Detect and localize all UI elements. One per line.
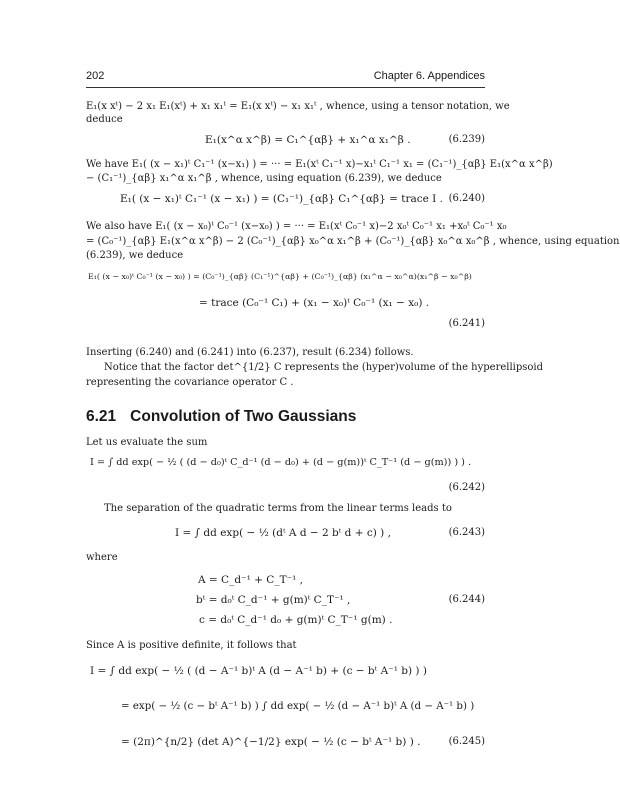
equation-6-245-b: = exp( − ½ (c − bᵗ A⁻¹ b) ) ∫ dd exp( − ½ (d − A⁻¹ b)ᵗ A (d − A⁻¹ b) ) bbox=[121, 700, 475, 712]
page-number: 202 bbox=[86, 70, 105, 82]
equation-6-244-c: c = d₀ᵗ C_d⁻¹ d₀ + g(m)ᵗ C_T⁻¹ g(m) . bbox=[199, 614, 393, 626]
equation-6-240: E₁( (x − x₁)ᵗ C₁⁻¹ (x − x₁) ) = (C₁⁻¹)_{αβ} C₁^{αβ} = trace I . bbox=[120, 193, 443, 205]
section-number: 6.21 bbox=[86, 408, 117, 425]
text-line: − (C₁⁻¹)_{αβ} x₁^α x₁^β , whence, using equation (6.239), we deduce bbox=[86, 173, 442, 184]
chapter-title: Chapter 6. Appendices bbox=[373, 70, 485, 82]
section-heading bbox=[86, 408, 370, 426]
text-line: E₁(x xᵗ) − 2 x₁ E₁(xᵗ) + x₁ x₁ᵗ = E₁(x xᵗ) − x₁ x₁ᵗ , whence, using a tensor notation, we bbox=[86, 101, 510, 112]
equation-number: (6.242) bbox=[448, 482, 485, 493]
equation-number: (6.240) bbox=[448, 193, 485, 204]
equation-number: (6.239) bbox=[448, 134, 485, 145]
equation-number: (6.245) bbox=[448, 736, 485, 747]
equation-6-244-a: A = C_d⁻¹ + C_T⁻¹ , bbox=[198, 574, 303, 586]
equation-6-241-line2: = trace (C₀⁻¹ C₁) + (x₁ − x₀)ᵗ C₀⁻¹ (x₁ − x₀) . bbox=[199, 297, 430, 309]
equation-6-245-a: I = ∫ dd exp( − ½ ( (d − A⁻¹ b)ᵗ A (d − A⁻¹ b) + (c − bᵗ A⁻¹ b) ) ) bbox=[90, 665, 427, 677]
running-header bbox=[86, 70, 485, 86]
equation-6-239: E₁(x^α x^β) = C₁^{αβ} + x₁^α x₁^β . bbox=[205, 134, 411, 146]
text-line: Let us evaluate the sum bbox=[86, 437, 208, 448]
equation-number: (6.244) bbox=[448, 594, 485, 605]
text-line: We also have E₁( (x − x₀)ᵗ C₀⁻¹ (x−x₀) ) = ··· = E₁(xᵗ C₀⁻¹ x)−2 x₀ᵗ C₀⁻¹ x₁ +x₀ᵗ C₀⁻¹ x₀ bbox=[86, 221, 507, 232]
equation-6-242: I = ∫ dd exp( − ½ ( (d − d₀)ᵗ C_d⁻¹ (d − d₀) + (d − g(m))ᵗ C_T⁻¹ (d − g(m)) ) ) . bbox=[90, 457, 472, 468]
equation-number: (6.243) bbox=[448, 527, 485, 538]
equation-6-244-b: bᵗ = d₀ᵗ C_d⁻¹ + g(m)ᵗ C_T⁻¹ , bbox=[196, 594, 351, 606]
text-line: (6.239), we deduce bbox=[86, 250, 184, 261]
section-title: Convolution of Two Gaussians bbox=[130, 408, 357, 425]
equation-number: (6.241) bbox=[448, 318, 485, 329]
text-line: deduce bbox=[86, 114, 123, 125]
equation-6-241: E₁( (x − x₀)ᵗ C₀⁻¹ (x − x₀) ) = (C₀⁻¹)_{αβ} (C₁⁻¹)^{αβ} + (C₀⁻¹)_{αβ} (x₁^α − x₀^α)(x₁^β − x₀^β) bbox=[88, 272, 472, 281]
text-line: representing the covariance operator C . bbox=[86, 377, 294, 388]
equation-6-243: I = ∫ dd exp( − ½ (dᵗ A d − 2 bᵗ d + c) ) , bbox=[175, 527, 391, 539]
text-line: The separation of the quadratic terms from the linear terms leads to bbox=[104, 503, 452, 514]
header-rule bbox=[86, 87, 485, 88]
text-line: = (C₀⁻¹)_{αβ} E₁(x^α x^β) − 2 (C₀⁻¹)_{αβ} x₀^α x₁^β + (C₀⁻¹)_{αβ} x₀^α x₀^β , whence, using equation bbox=[86, 236, 620, 247]
equation-6-245-c: = (2π)^{n/2} (det A)^{−1/2} exp( − ½ (c − bᵗ A⁻¹ b) ) . bbox=[121, 736, 421, 748]
text-line: Inserting (6.240) and (6.241) into (6.237), result (6.234) follows. bbox=[86, 347, 414, 358]
text-line: Notice that the factor det^{1/2} C represents the (hyper)volume of the hyperellipsoid bbox=[104, 362, 544, 373]
text-line: Since A is positive definite, it follows that bbox=[86, 640, 297, 651]
text-line: where bbox=[86, 552, 118, 563]
text-line: We have E₁( (x − x₁)ᵗ C₁⁻¹ (x−x₁) ) = ··· = E₁(xᵗ C₁⁻¹ x)−x₁ᵗ C₁⁻¹ x₁ = (C₁⁻¹)_{αβ} E₁(x^α x^β) bbox=[86, 159, 553, 170]
